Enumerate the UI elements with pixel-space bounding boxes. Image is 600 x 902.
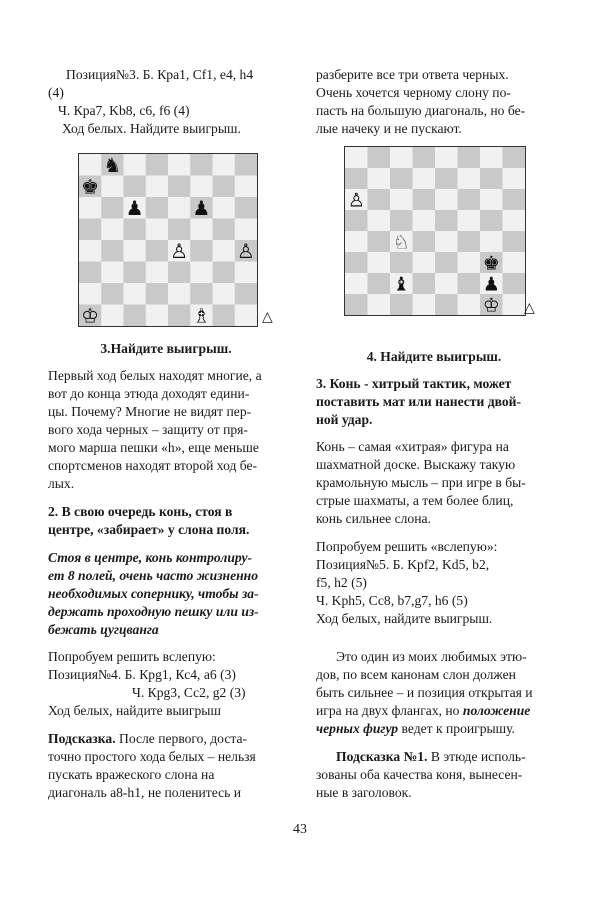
board-square bbox=[390, 210, 413, 232]
text-line: крамольную мысль – при игре в бы- bbox=[316, 475, 526, 490]
board-square bbox=[345, 210, 368, 232]
board-square bbox=[235, 219, 257, 241]
emphasis: черных фигур bbox=[316, 721, 399, 736]
position-4-black: Ч. Кpg3, Сс2, g2 (3) bbox=[132, 685, 246, 700]
diagram-4-caption: 4. Найдите выигрыш. bbox=[366, 349, 502, 364]
board-square bbox=[413, 231, 436, 253]
black-knight-icon: ♞ bbox=[103, 154, 122, 178]
text-line bbox=[316, 720, 515, 738]
chessboard-svg bbox=[345, 147, 525, 315]
board-square bbox=[124, 262, 147, 284]
board-square bbox=[213, 197, 236, 219]
board-square bbox=[124, 219, 147, 241]
board-square bbox=[458, 231, 481, 253]
board-square bbox=[503, 231, 526, 253]
board-square bbox=[101, 305, 124, 327]
side-to-move-marker: △ bbox=[262, 310, 273, 325]
board-square bbox=[435, 147, 458, 169]
position-5-line: Ч. Kph5, Сс8, b7,g7, h6 (5) bbox=[316, 593, 468, 608]
page-number: 43 bbox=[293, 822, 307, 837]
try-blind-label: Попробуем решить вслепую: bbox=[48, 649, 216, 664]
text-line: быть сильнее – и позиция открытая и bbox=[316, 685, 533, 700]
board-square bbox=[503, 147, 526, 169]
board-square bbox=[435, 189, 458, 211]
board-square bbox=[168, 305, 191, 327]
text-line: пасть на большую диагональ, но бе- bbox=[316, 103, 526, 118]
side-to-move-marker: △ bbox=[524, 301, 535, 316]
text-line: шахматной доске. Выскажу такую bbox=[316, 457, 516, 472]
board-square bbox=[190, 283, 213, 305]
board-square bbox=[390, 168, 413, 190]
board-square bbox=[190, 262, 213, 284]
position-3-line4: Ход белых. Найдите выигрыш. bbox=[62, 121, 241, 136]
hint-1-line: зованы оба качества коня, вынесен- bbox=[316, 767, 523, 782]
board-square bbox=[480, 231, 503, 253]
chessboard-svg bbox=[79, 154, 257, 326]
white-pawn-icon: ♙ bbox=[170, 239, 189, 264]
hint-text: В этюде исполь- bbox=[427, 749, 526, 764]
board-square bbox=[79, 240, 102, 262]
board-square bbox=[146, 305, 169, 327]
board-square bbox=[458, 210, 481, 232]
hint-text: После первого, доста- bbox=[115, 731, 248, 746]
heading-line: центре, «забирает» у слона поля. bbox=[48, 522, 250, 537]
board-square bbox=[146, 219, 169, 241]
position-4-white: Позиция№4. Б. Кpg1, Кс4, а6 (3) bbox=[48, 667, 236, 682]
board-square bbox=[345, 168, 368, 190]
board-square bbox=[390, 252, 413, 274]
black-pawn-icon: ♟ bbox=[192, 196, 211, 221]
board-square bbox=[458, 147, 481, 169]
position-5-line: Позиция№5. Б. Kpf2, Kd5, b2, bbox=[316, 557, 490, 572]
board-square bbox=[101, 219, 124, 241]
text-line: Конь – самая «хитрая» фигура на bbox=[316, 439, 509, 454]
board-square bbox=[235, 283, 257, 305]
board-square bbox=[368, 294, 391, 315]
hint-1-label: Подсказка №1. bbox=[336, 749, 428, 764]
board-square bbox=[390, 147, 413, 169]
board-square bbox=[124, 240, 147, 262]
text-line: лые начеку и не пускают. bbox=[316, 121, 462, 136]
board-square bbox=[124, 305, 147, 327]
italic-line: бежать цугцванга bbox=[48, 622, 159, 637]
board-square bbox=[435, 294, 458, 315]
black-king-icon: ♚ bbox=[81, 174, 100, 199]
board-square bbox=[368, 168, 391, 190]
position-5-line: Ход белых, найдите выигрыш. bbox=[316, 611, 493, 626]
emphasis: положение bbox=[462, 703, 531, 718]
board-square bbox=[345, 294, 368, 315]
text-line: цы. Почему? Многие не видят пер- bbox=[48, 404, 252, 419]
board-square bbox=[345, 147, 368, 169]
chess-diagram-4 bbox=[344, 146, 526, 316]
black-king-icon: ♚ bbox=[482, 252, 500, 275]
board-square bbox=[168, 283, 191, 305]
black-pawn-icon: ♟ bbox=[482, 273, 500, 296]
board-square bbox=[368, 189, 391, 211]
board-square bbox=[79, 283, 102, 305]
heading-line: ной удар. bbox=[316, 412, 373, 427]
text-line: Очень хочется черному слону по- bbox=[316, 85, 511, 100]
board-square bbox=[413, 273, 436, 295]
white-pawn-icon: ♙ bbox=[347, 189, 365, 212]
board-square bbox=[235, 197, 257, 219]
italic-line: держать проходную пешку или из- bbox=[48, 604, 259, 619]
board-square bbox=[235, 154, 257, 176]
heading-line: 2. В свою очередь конь, стоя в bbox=[48, 504, 233, 519]
text-line: дов, по всем канонам слон должен bbox=[316, 667, 516, 682]
board-square bbox=[213, 154, 236, 176]
board-square bbox=[213, 262, 236, 284]
board-square bbox=[168, 262, 191, 284]
board-square bbox=[146, 197, 169, 219]
board-square bbox=[413, 147, 436, 169]
text-line: лых. bbox=[48, 476, 75, 491]
position-3-line3: Ч. Кра7, Kb8, с6, f6 (4) bbox=[58, 103, 190, 118]
hint-line: пускать вражеского слона на bbox=[48, 767, 215, 782]
board-square bbox=[368, 147, 391, 169]
try-blind-label: Попробуем решить «вслепую»: bbox=[316, 539, 498, 554]
board-square bbox=[480, 210, 503, 232]
board-square bbox=[435, 168, 458, 190]
board-square bbox=[101, 262, 124, 284]
board-square bbox=[413, 168, 436, 190]
italic-line: ет 8 полей, очень часто жизненно bbox=[48, 568, 259, 583]
board-square bbox=[435, 252, 458, 274]
board-square bbox=[235, 262, 257, 284]
chess-diagram-3 bbox=[78, 153, 258, 327]
board-square bbox=[190, 219, 213, 241]
board-square bbox=[101, 176, 124, 198]
board-square bbox=[190, 240, 213, 262]
board-square bbox=[168, 197, 191, 219]
board-square bbox=[168, 219, 191, 241]
board-square bbox=[503, 210, 526, 232]
board-square bbox=[345, 273, 368, 295]
board-square bbox=[368, 273, 391, 295]
board-square bbox=[458, 189, 481, 211]
text-line bbox=[316, 702, 530, 720]
heading-line: поставить мат или нанести двой- bbox=[316, 394, 522, 409]
hint-line: диагональ а8-h1, не поленитесь и bbox=[48, 785, 242, 800]
board-square bbox=[146, 283, 169, 305]
hint-line: точно простого хода белых – нельзя bbox=[48, 749, 256, 764]
board-square bbox=[458, 273, 481, 295]
text-line: разберите все три ответа черных. bbox=[316, 67, 509, 82]
board-square bbox=[190, 154, 213, 176]
white-king-icon: ♔ bbox=[81, 303, 100, 326]
black-bishop-icon: ♝ bbox=[392, 273, 410, 296]
hint-1-line: ные в заголовок. bbox=[316, 785, 412, 800]
board-square bbox=[480, 168, 503, 190]
board-square bbox=[213, 283, 236, 305]
board-square bbox=[503, 189, 526, 211]
text-span: ведет к проигрышу. bbox=[398, 721, 515, 736]
board-square bbox=[101, 283, 124, 305]
text-line: конь сильнее слона. bbox=[316, 511, 431, 526]
board-square bbox=[79, 197, 102, 219]
board-square bbox=[79, 262, 102, 284]
text-line: Это один из моих любимых этю- bbox=[336, 649, 527, 664]
board-square bbox=[213, 176, 236, 198]
board-square bbox=[480, 147, 503, 169]
board-square bbox=[190, 176, 213, 198]
white-knight-icon: ♘ bbox=[392, 231, 410, 254]
board-square bbox=[390, 189, 413, 211]
board-square bbox=[345, 252, 368, 274]
white-pawn-icon: ♙ bbox=[236, 239, 255, 264]
board-square bbox=[79, 219, 102, 241]
text-line: вот до конца этюда доходят едини- bbox=[48, 386, 250, 401]
board-square bbox=[390, 294, 413, 315]
board-square bbox=[146, 176, 169, 198]
board-square bbox=[368, 231, 391, 253]
text-line: вого хода черных – защиту от пря- bbox=[48, 422, 248, 437]
board-square bbox=[235, 176, 257, 198]
board-square bbox=[146, 262, 169, 284]
board-square bbox=[235, 305, 257, 327]
board-square bbox=[101, 197, 124, 219]
position-3-line1: Позиция№3. Б. Кра1, Cf1, е4, h4 bbox=[66, 67, 254, 82]
text-line: Первый ход белых находят многие, а bbox=[48, 368, 262, 383]
text-line: мого марша пешки «h», еще меньше bbox=[48, 440, 259, 455]
board-square bbox=[213, 305, 236, 327]
board-square bbox=[435, 273, 458, 295]
heading-line: 3. Конь - хитрый тактик, может bbox=[316, 376, 512, 391]
board-square bbox=[458, 252, 481, 274]
black-pawn-icon: ♟ bbox=[125, 196, 144, 221]
hint-1-line bbox=[336, 748, 526, 766]
board-square bbox=[368, 252, 391, 274]
board-square bbox=[458, 294, 481, 315]
board-square bbox=[124, 176, 147, 198]
board-square bbox=[503, 273, 526, 295]
board-square bbox=[213, 219, 236, 241]
board-square bbox=[503, 168, 526, 190]
board-square bbox=[124, 154, 147, 176]
text-span: игра на двух флангах, но bbox=[316, 703, 463, 718]
board-square bbox=[413, 189, 436, 211]
text-line: стрые шахматы, а тем более блиц, bbox=[316, 493, 514, 508]
board-square bbox=[146, 154, 169, 176]
board-square bbox=[168, 154, 191, 176]
hint-label: Подсказка. bbox=[48, 731, 116, 746]
board-square bbox=[213, 240, 236, 262]
board-square bbox=[503, 252, 526, 274]
hint-line bbox=[48, 730, 247, 748]
position-4-task: Ход белых, найдите выигрыш bbox=[48, 703, 221, 718]
board-square bbox=[168, 176, 191, 198]
board-square bbox=[79, 154, 102, 176]
white-bishop-icon: ♗ bbox=[192, 303, 211, 326]
board-square bbox=[413, 252, 436, 274]
position-5-line: f5, h2 (5) bbox=[316, 575, 367, 590]
board-square bbox=[480, 189, 503, 211]
diagram-3-caption: 3.Найдите выигрыш. bbox=[100, 341, 232, 356]
text-line: спортсменов находят второй ход бе- bbox=[48, 458, 258, 473]
board-square bbox=[413, 294, 436, 315]
board-square bbox=[146, 240, 169, 262]
board-square bbox=[413, 210, 436, 232]
board-square bbox=[458, 168, 481, 190]
board-square bbox=[368, 210, 391, 232]
board-square bbox=[435, 210, 458, 232]
italic-line: необходимых сопернику, чтобы за- bbox=[48, 586, 259, 601]
position-3-line2: (4) bbox=[48, 85, 64, 100]
white-king-icon: ♔ bbox=[482, 294, 500, 315]
board-square bbox=[124, 283, 147, 305]
italic-line: Стоя в центре, конь контролиру- bbox=[48, 550, 253, 565]
board-square bbox=[503, 294, 526, 315]
board-square bbox=[101, 240, 124, 262]
board-square bbox=[435, 231, 458, 253]
board-square bbox=[345, 231, 368, 253]
